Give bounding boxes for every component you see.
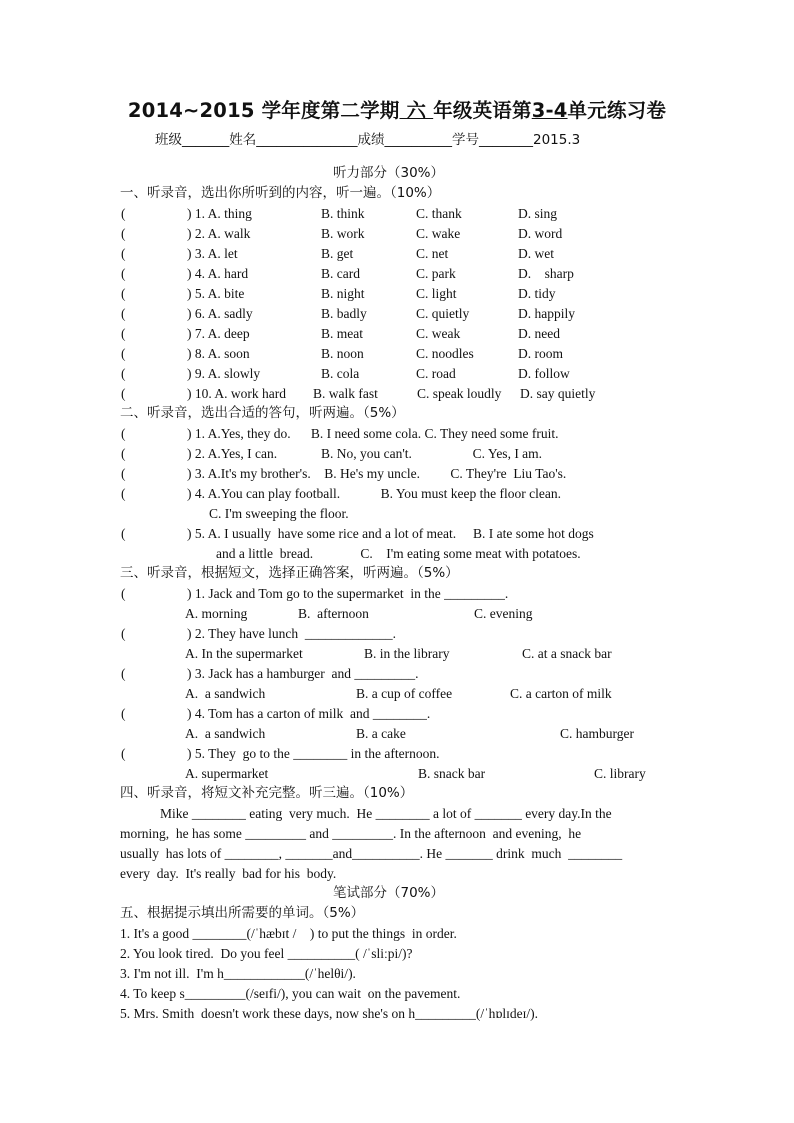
s1-q4-option-c: C. park: [416, 266, 456, 281]
s1-q10-option-a: ) 10. A. work hard: [187, 386, 286, 401]
s5-line-4: 4. To keep s_________(/seɪfi/), you can wait on the pavement.: [120, 986, 461, 1001]
s1-q9-option-c: C. road: [416, 366, 456, 381]
s1-q1-option-a: ) 1. A. thing: [187, 206, 252, 221]
s1-q1-option-d: D. sing: [518, 206, 558, 221]
title-part-c: 单元练习卷: [567, 99, 667, 122]
s2-q4-paren: (: [121, 486, 126, 501]
s1-q9-option-d: D. follow: [518, 366, 570, 381]
s2-q3: ) 3. A.It's my brother's. B. He's my uncle. C. They're Liu Tao's.: [187, 466, 567, 481]
s1-q9-option-a: ) 9. A. slowly: [187, 366, 261, 381]
s2-q4-cont: C. I'm sweeping the floor.: [209, 506, 349, 521]
exam-title: [0, 95, 794, 123]
s1-q6-option-c: C. quietly: [416, 306, 470, 321]
s3-q4-option-a: A. a sandwich: [185, 726, 266, 741]
s4-line-1: Mike ________ eating very much. He ________ a lot of _______ every day.In the: [160, 806, 612, 821]
s1-q1-option-c: C. thank: [416, 206, 462, 221]
s3-q4-option-c: C. hamburger: [560, 726, 634, 741]
s5-line-3: 3. I'm not ill. I'm h____________(/ˈhelθi/).: [120, 966, 356, 981]
s3-q1-question: ) 1. Jack and Tom go to the supermarket in the _________.: [187, 586, 509, 601]
s1-q5-option-d: D. tidy: [518, 286, 556, 301]
s1-q10-option-b: B. walk fast: [313, 386, 378, 401]
s3-q5-option-b: B. snack bar: [418, 766, 486, 781]
s1-q3-option-b: B. get: [321, 246, 354, 261]
s1-q10-option-d: D. say quietly: [520, 386, 596, 401]
s1-q2-option-b: B. work: [321, 226, 365, 241]
s3-q4-question: ) 4. Tom has a carton of milk and ________.: [187, 706, 431, 721]
s2-q1-paren: (: [121, 426, 126, 441]
s1-q1-paren: (: [121, 206, 126, 221]
s1-q4-option-a: ) 4. A. hard: [187, 266, 249, 281]
s2-q5-cont: and a little bread. C. I'm eating some meat with potatoes.: [216, 546, 581, 561]
s2-q1: ) 1. A.Yes, they do. B. I need some cola. C. They need some fruit.: [187, 426, 559, 441]
s1-q5-option-b: B. night: [321, 286, 365, 301]
s3-q3-option-c: C. a carton of milk: [510, 686, 612, 701]
s1-q2-paren: (: [121, 226, 126, 241]
s1-q5-paren: (: [121, 286, 126, 301]
s1-q2-option-d: D. word: [518, 226, 563, 241]
s4-line-4: every day. It's really bad for his body.: [120, 866, 337, 881]
s3-q5-paren: (: [121, 746, 126, 761]
s1-q6-option-d: D. happily: [518, 306, 575, 321]
s1-q7-option-d: D. need: [518, 326, 560, 341]
s5-line-5: 5. Mrs. Smith doesn't work these days, now she's on h_________(/ˈhɒlɪdeɪ/).: [120, 1006, 539, 1021]
s3-q2-option-c: C. at a snack bar: [522, 646, 612, 661]
s3-q3-paren: (: [121, 666, 126, 681]
s1-q2-option-c: C. wake: [416, 226, 461, 241]
s2-q5-paren: (: [121, 526, 126, 541]
s4-line-3: usually has lots of ________, _______and__________. He _______ drink much ________: [120, 846, 623, 861]
section-3-heading: 三、听录音，根据短文，选择正确答案，听两遍。（5%）: [120, 565, 459, 581]
section-4-heading: 四、听录音，将短文补充完整。听三遍。（10%）: [120, 785, 414, 801]
s1-q4-paren: (: [121, 266, 126, 281]
s1-q7-option-c: C. weak: [416, 326, 461, 341]
s5-line-2: 2. You look tired. Do you feel __________( /ˈsliːpi/)?: [120, 946, 413, 961]
section-2-heading: 二、听录音，选出合适的答句，听两遍。（5%）: [120, 405, 405, 421]
s3-q5-question: ) 5. They go to the ________ in the afternoon.: [187, 746, 440, 761]
section-5-heading: 五、根据提示填出所需要的单词。（5%）: [120, 905, 365, 921]
s2-q2: ) 2. A.Yes, I can. B. No, you can't. C. Yes, I am.: [187, 446, 543, 461]
s1-q7-option-a: ) 7. A. deep: [187, 326, 250, 341]
s1-q6-option-a: ) 6. A. sadly: [187, 306, 253, 321]
s1-q1-option-b: B. think: [321, 206, 365, 221]
s3-q1-option-b: B. afternoon: [298, 606, 369, 621]
s1-q8-option-c: C. noodles: [416, 346, 474, 361]
s3-q2-option-a: A. In the supermarket: [185, 646, 303, 661]
s4-line-2: morning, he has some _________ and _________. In the afternoon and evening, he: [120, 826, 582, 841]
s1-q4-option-d: D. sharp: [518, 266, 574, 281]
s1-q9-option-b: B. cola: [321, 366, 360, 381]
s2-q3-paren: (: [121, 466, 126, 481]
s1-q3-option-c: C. net: [416, 246, 449, 261]
s1-q6-option-b: B. badly: [321, 306, 367, 321]
s1-q3-option-d: D. wet: [518, 246, 554, 261]
s3-q1-option-c: C. evening: [474, 606, 533, 621]
s1-q2-option-a: ) 2. A. walk: [187, 226, 251, 241]
title-part-b: 年级英语第: [433, 99, 532, 122]
title-unit: 3-4: [531, 99, 568, 122]
s3-q2-question: ) 2. They have lunch _____________.: [187, 626, 396, 641]
s1-q8-option-a: ) 8. A. soon: [187, 346, 250, 361]
s1-q5-option-a: ) 5. A. bite: [187, 286, 245, 301]
s3-q1-option-a: A. morning: [185, 606, 248, 621]
s3-q3-question: ) 3. Jack has a hamburger and _________.: [187, 666, 419, 681]
s1-q8-option-d: D. room: [518, 346, 563, 361]
s1-q3-paren: (: [121, 246, 126, 261]
s2-q2-paren: (: [121, 446, 126, 461]
s3-q3-option-a: A. a sandwich: [185, 686, 266, 701]
title-grade: 六: [399, 99, 434, 122]
s1-q8-paren: (: [121, 346, 126, 361]
s3-q5-option-a: A. supermarket: [185, 766, 269, 781]
s2-q4: ) 4. A.You can play football. B. You must keep the floor clean.: [187, 486, 561, 501]
s3-q1-paren: (: [121, 586, 126, 601]
s1-q4-option-b: B. card: [321, 266, 360, 281]
s1-q5-option-c: C. light: [416, 286, 457, 301]
s3-q4-option-b: B. a cake: [356, 726, 406, 741]
s1-q7-option-b: B. meat: [321, 326, 363, 341]
s1-q10-option-c: C. speak loudly: [417, 386, 502, 401]
s1-q10-paren: (: [121, 386, 126, 401]
s2-q5: ) 5. A. I usually have some rice and a lot of meat. B. I ate some hot dogs: [187, 526, 594, 541]
s3-q5-option-c: C. library: [594, 766, 646, 781]
s1-q7-paren: (: [121, 326, 126, 341]
s3-q4-paren: (: [121, 706, 126, 721]
listening-part-title: 听力部分（30%）: [333, 165, 445, 181]
title-part-a: 2014~2015 学年度第二学期: [127, 99, 400, 122]
student-info-line: 班级_______姓名_______________成绩__________学号________2015.3: [155, 132, 581, 148]
s1-q6-paren: (: [121, 306, 126, 321]
section-1-heading: 一、听录音，选出你所听到的内容，听一遍。（10%）: [120, 185, 441, 201]
s1-q3-option-a: ) 3. A. let: [187, 246, 238, 261]
written-part-title: 笔试部分（70%）: [333, 885, 445, 901]
s5-line-1: 1. It's a good ________(/ˈhæbɪt / ) to put the things in order.: [120, 926, 457, 941]
s3-q2-paren: (: [121, 626, 126, 641]
s1-q8-option-b: B. noon: [321, 346, 364, 361]
s3-q2-option-b: B. in the library: [364, 646, 450, 661]
s1-q9-paren: (: [121, 366, 126, 381]
s3-q3-option-b: B. a cup of coffee: [356, 686, 453, 701]
